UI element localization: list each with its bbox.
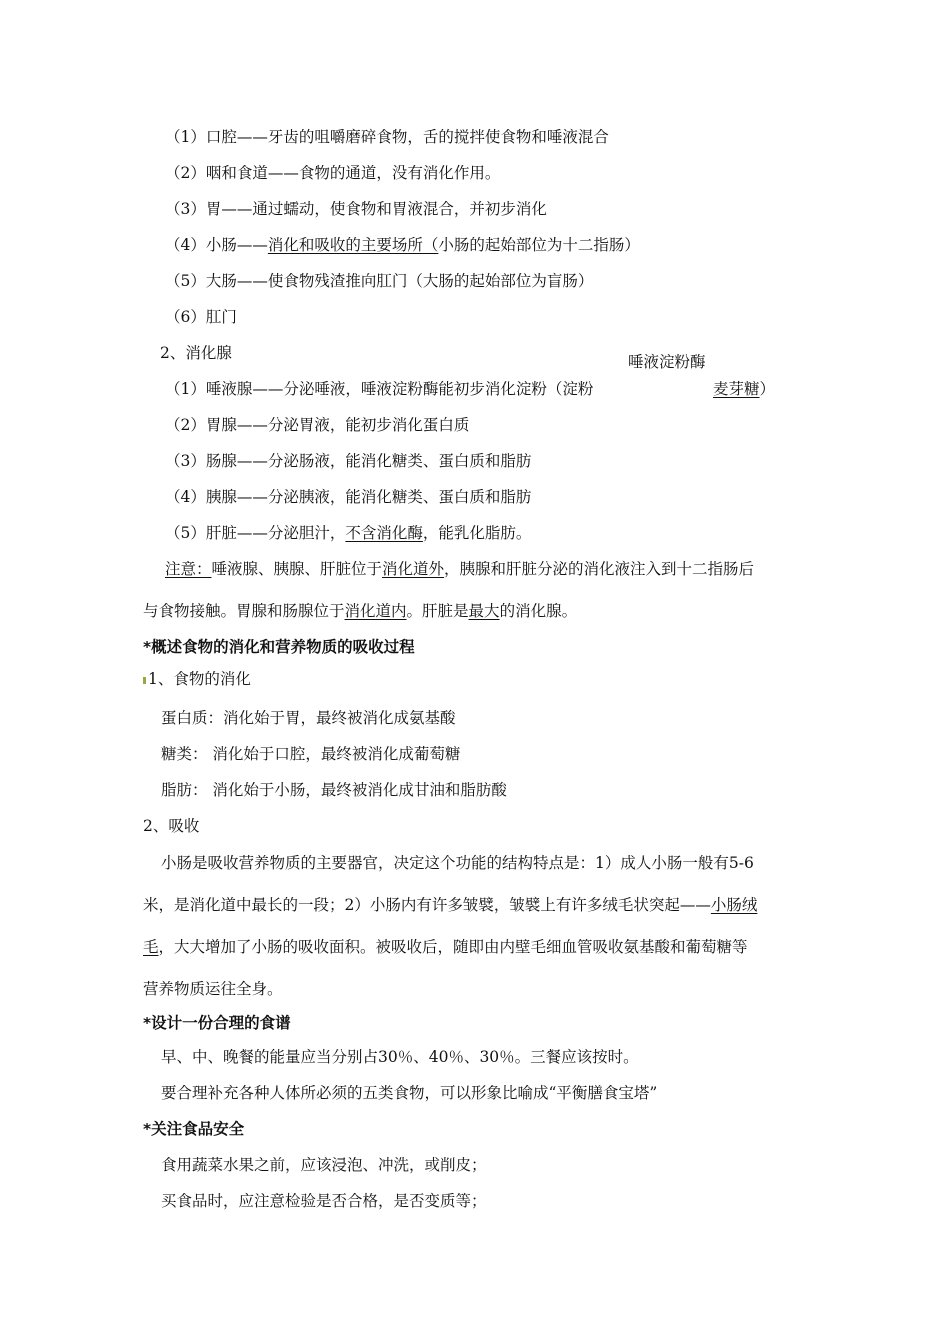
note-line-1 bbox=[165, 559, 754, 579]
inside-tract-underlined: 消化道内 bbox=[344, 602, 407, 620]
safety-line-1: 食用蔬菜水果之前，应该浸泡、冲洗，或削皮； bbox=[161, 1156, 487, 1174]
safety-line-2: 买食品时，应注意检验是否合格，是否变质等； bbox=[161, 1192, 487, 1210]
note2-text-e: 的消化腺。 bbox=[499, 602, 578, 620]
tract-stomach: （3）胃——通过蠕动，使食物和胃液混合，并初步消化 bbox=[165, 200, 547, 218]
absorption-line-4: 营养物质运往全身。 bbox=[143, 980, 283, 998]
heading-digestion-absorption: *概述食物的消化和营养物质的吸收过程 bbox=[143, 638, 415, 656]
tract-large-intestine: （5）大肠——使食物残渣推向肛门（大肠的起始部位为盲肠） bbox=[165, 272, 594, 290]
tract-small-intestine bbox=[165, 235, 640, 255]
villi-underlined-a: 小肠绒 bbox=[710, 896, 758, 914]
margin-mark bbox=[143, 677, 146, 684]
main-site-underlined: 消化和吸收的主要场所（ bbox=[267, 236, 439, 254]
recipe-line-1: 早、中、晚餐的能量应当分别占30％、40％、30％。三餐应该按时。 bbox=[161, 1048, 639, 1066]
note-label: 注意： bbox=[165, 560, 212, 578]
enzyme-label: 唾液淀粉酶 bbox=[628, 353, 706, 371]
no-enzyme-underlined: 不含消化酶 bbox=[345, 524, 423, 542]
note-text-c: ，胰腺和肝脏分泌的消化液注入到十二指肠后 bbox=[444, 560, 755, 578]
gland-salivary-text: （1）唾液腺——分泌唾液，唾液淀粉酶能初步消化淀粉（淀粉 bbox=[165, 380, 594, 398]
absorption-line-1: 小肠是吸收营养物质的主要器官，决定这个功能的结构特点是：1）成人小肠一般有5-6 bbox=[161, 854, 754, 872]
heading-food-safety: *关注食品安全 bbox=[143, 1120, 245, 1138]
gland-intestinal: （3）肠腺——分泌肠液，能消化糖类、蛋白质和脂肪 bbox=[165, 452, 532, 470]
duodenum-note: 小肠的起始部位为十二指肠） bbox=[438, 236, 640, 254]
villi-underlined-b: 毛 bbox=[143, 938, 159, 956]
close-paren: ） bbox=[759, 380, 776, 398]
outside-tract-underlined: 消化道外 bbox=[382, 560, 445, 578]
absorption-line-2 bbox=[143, 895, 757, 915]
tract-small-intestine-label: （4）小肠—— bbox=[165, 236, 268, 254]
note-line-2 bbox=[143, 601, 577, 621]
digest-protein: 蛋白质：消化始于胃，最终被消化成氨基酸 bbox=[161, 709, 456, 727]
note-text-a: 唾液腺、胰腺、肝脏位于 bbox=[211, 560, 383, 578]
tract-anus: （6）肛门 bbox=[165, 308, 237, 326]
gland-salivary-product bbox=[713, 379, 775, 399]
gland-pancreas: （4）胰腺——分泌胰液，能消化糖类、蛋白质和脂肪 bbox=[165, 488, 532, 506]
subheading-digestion bbox=[143, 669, 251, 689]
tract-esophagus: （2）咽和食道——食物的通道，没有消化作用。 bbox=[165, 164, 501, 182]
subheading-absorption: 2、吸收 bbox=[143, 817, 200, 835]
gland-liver-text: （5）肝脏——分泌胆汁， bbox=[165, 524, 346, 542]
absorption-line-3 bbox=[143, 937, 748, 957]
absorption-line-2-text: 米，是消化道中最长的一段；2）小肠内有许多皱襞，皱襞上有许多绒毛状突起—— bbox=[143, 896, 711, 914]
gland-liver-tail: ，能乳化脂肪。 bbox=[422, 524, 532, 542]
digest-sugar: 糖类： 消化始于口腔，最终被消化成葡萄糖 bbox=[161, 745, 461, 763]
maltose-underlined: 麦芽糖 bbox=[713, 380, 760, 398]
glands-title: 2、消化腺 bbox=[160, 344, 232, 362]
heading-recipe: *设计一份合理的食谱 bbox=[143, 1014, 291, 1032]
gland-liver bbox=[165, 523, 531, 543]
subheading-digestion-text: 1、食物的消化 bbox=[148, 670, 251, 688]
note2-text-a: 与食物接触。胃腺和肠腺位于 bbox=[143, 602, 345, 620]
gland-salivary bbox=[165, 379, 593, 399]
largest-underlined: 最大 bbox=[468, 602, 500, 620]
recipe-line-2: 要合理补充各种人体所必须的五类食物，可以形象比喻成“平衡膳食宝塔” bbox=[161, 1084, 658, 1102]
tract-mouth: （1）口腔——牙齿的咀嚼磨碎食物，舌的搅拌使食物和唾液混合 bbox=[165, 128, 609, 146]
gland-gastric: （2）胃腺——分泌胃液，能初步消化蛋白质 bbox=[165, 416, 470, 434]
note2-text-c: 。肝脏是 bbox=[406, 602, 469, 620]
digest-fat: 脂肪： 消化始于小肠，最终被消化成甘油和脂肪酸 bbox=[161, 781, 507, 799]
absorption-line-3-text: ，大大增加了小肠的吸收面积。被吸收后，随即由内壁毛细血管吸收氨基酸和葡萄糖等 bbox=[158, 938, 748, 956]
